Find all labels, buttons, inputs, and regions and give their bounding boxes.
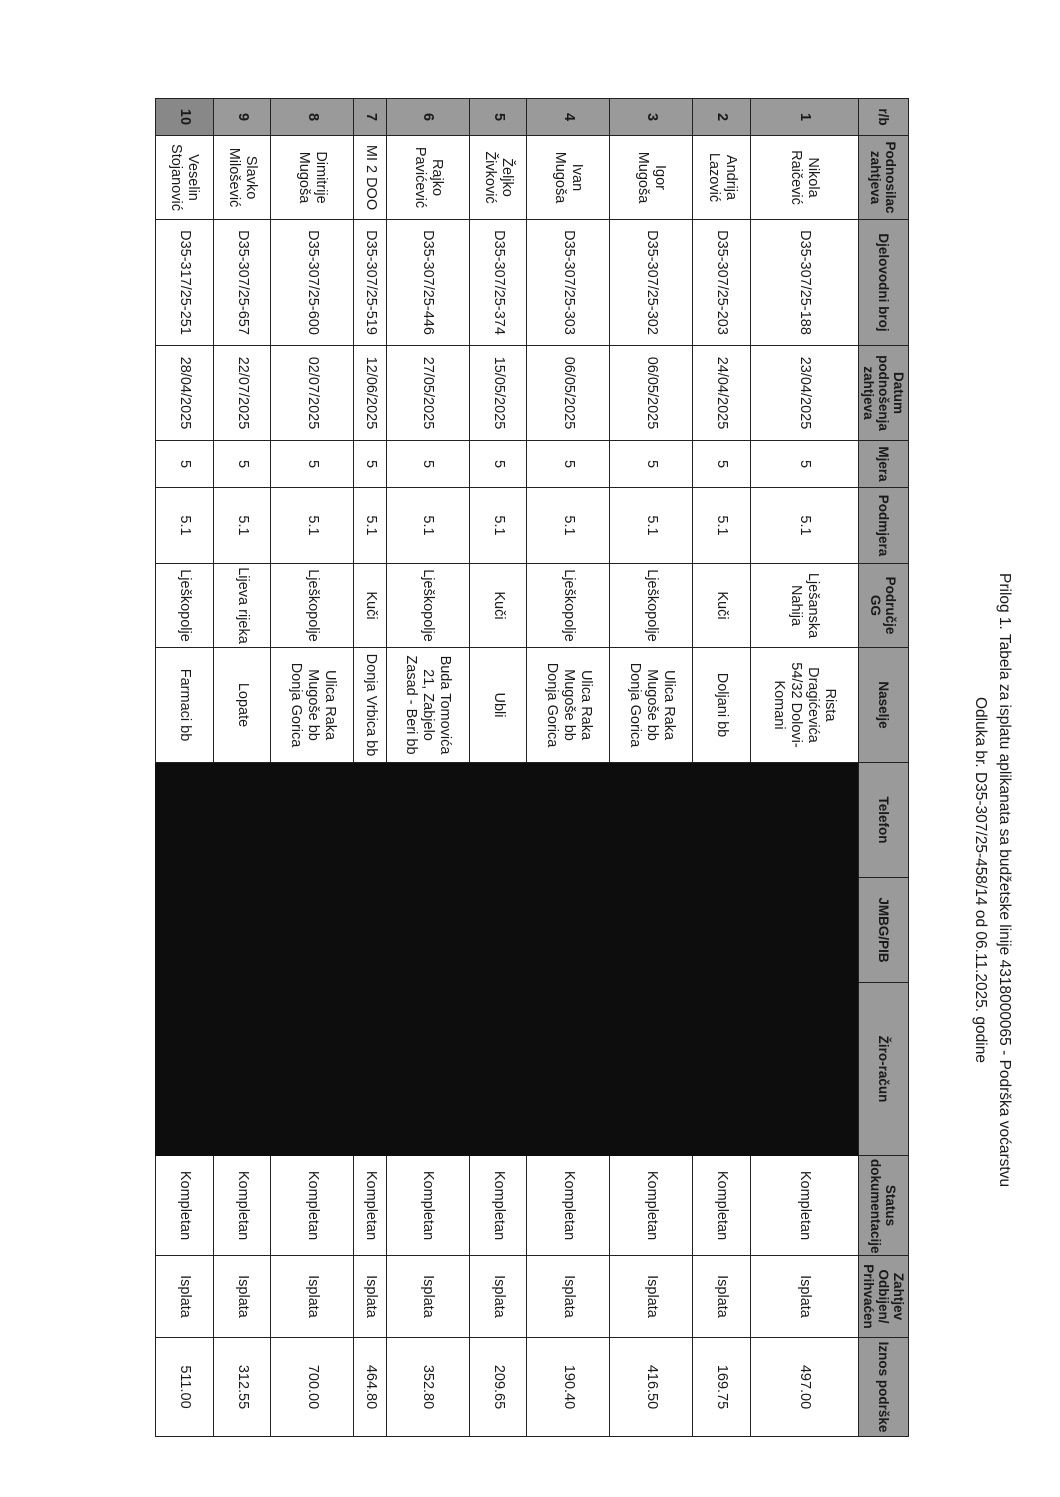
cell-djelovodni: D35-307/25-302: [610, 220, 693, 346]
cell-status: Kompletan: [527, 1156, 610, 1256]
header-ziro: Žiro-račun: [859, 983, 909, 1156]
cell-datum: 24/04/2025: [693, 346, 751, 441]
cell-podnosilac: Igor Mugoša: [610, 136, 693, 220]
cell-jmbg-redacted: [610, 878, 693, 983]
table-row: [156, 99, 214, 1437]
cell-telefon-redacted: [354, 763, 387, 878]
cell-podmjera: 5.1: [693, 488, 751, 564]
cell-mjera: 5: [469, 441, 527, 488]
cell-mjera: 5: [386, 441, 469, 488]
cell-datum: 12/06/2025: [354, 346, 387, 441]
cell-jmbg-redacted: [213, 878, 271, 983]
cell-mjera: 5: [271, 441, 354, 488]
cell-datum: 06/05/2025: [527, 346, 610, 441]
cell-iznos: 209.65: [469, 1338, 527, 1437]
cell-jmbg-redacted: [354, 878, 387, 983]
cell-podrucje: Kuči: [469, 564, 527, 648]
title-line-2: Odluka br. D35-307/25-458/14 od 06.11.2025. godine: [972, 697, 989, 1063]
cell-iznos: 190.40: [527, 1338, 610, 1437]
cell-telefon-redacted: [750, 763, 858, 878]
cell-podnosilac: Slavko Milošević: [213, 136, 271, 220]
header-status: Status dokumentacije: [859, 1156, 909, 1256]
cell-naselje: Ulica Raka Mugoše bb Donja Gorica: [527, 648, 610, 763]
cell-status: Kompletan: [610, 1156, 693, 1256]
cell-ziro-redacted: [750, 983, 858, 1156]
cell-djelovodni: D35-307/25-519: [354, 220, 387, 346]
cell-mjera: 5: [156, 441, 214, 488]
table-row: [693, 99, 751, 1437]
header-podrucje: Područje GG: [859, 564, 909, 648]
cell-podmjera: 5.1: [386, 488, 469, 564]
cell-rb: 6: [386, 99, 469, 136]
cell-djelovodni: D35-307/25-203: [693, 220, 751, 346]
applicants-table: [155, 98, 909, 1437]
cell-podrucje: Lješkopolje: [527, 564, 610, 648]
cell-djelovodni: D35-307/25-188: [750, 220, 858, 346]
table-row: [386, 99, 469, 1437]
table-row: [213, 99, 271, 1437]
cell-djelovodni: D35-317/25-251: [156, 220, 214, 346]
cell-rb: 8: [271, 99, 354, 136]
cell-telefon-redacted: [213, 763, 271, 878]
cell-telefon-redacted: [271, 763, 354, 878]
cell-datum: 06/05/2025: [610, 346, 693, 441]
cell-naselje: Donja Vrbica bb: [354, 648, 387, 763]
cell-datum: 15/05/2025: [469, 346, 527, 441]
cell-ziro-redacted: [156, 983, 214, 1156]
cell-naselje: Rista Dragićevića 54/32 Dolovi-Komani: [750, 648, 858, 763]
header-iznos: Iznos podrške: [859, 1338, 909, 1437]
cell-jmbg-redacted: [271, 878, 354, 983]
title-line-1: Prilog 1. Tabela za isplatu aplikanata sa budžetske linije 4318000065 - Podrška voćarstvu: [996, 572, 1013, 1188]
cell-datum: 28/04/2025: [156, 346, 214, 441]
cell-ziro-redacted: [271, 983, 354, 1156]
table-row: [271, 99, 354, 1437]
cell-zahtjev: Isplata: [213, 1256, 271, 1338]
cell-podrucje: Lješkopolje: [610, 564, 693, 648]
cell-rb: 10: [156, 99, 214, 136]
cell-djelovodni: D35-307/25-374: [469, 220, 527, 346]
header-zahtjev: Zahtjev Odbijen/ Prihvaćen: [859, 1256, 909, 1338]
cell-telefon-redacted: [610, 763, 693, 878]
cell-podrucje: Lješanska Nahija: [750, 564, 858, 648]
cell-iznos: 352.80: [386, 1338, 469, 1437]
cell-podmjera: 5.1: [156, 488, 214, 564]
cell-mjera: 5: [750, 441, 858, 488]
cell-datum: 02/07/2025: [271, 346, 354, 441]
cell-ziro-redacted: [610, 983, 693, 1156]
cell-status: Kompletan: [386, 1156, 469, 1256]
cell-datum: 23/04/2025: [750, 346, 858, 441]
cell-rb: 5: [469, 99, 527, 136]
cell-status: Kompletan: [693, 1156, 751, 1256]
cell-podrucje: Lješkopolje: [156, 564, 214, 648]
cell-podmjera: 5.1: [271, 488, 354, 564]
cell-podnosilac: Dimitrije Mugoša: [271, 136, 354, 220]
header-datum: Datum podnošenja zahtjeva: [859, 346, 909, 441]
header-row: [859, 99, 909, 1437]
cell-podmjera: 5.1: [354, 488, 387, 564]
cell-djelovodni: D35-307/25-600: [271, 220, 354, 346]
cell-zahtjev: Isplata: [527, 1256, 610, 1338]
cell-podnosilac: Željko Živković: [469, 136, 527, 220]
cell-podnosilac: MI 2 DOO: [354, 136, 387, 220]
header-djelovodni: Djelovodni broj: [859, 220, 909, 346]
cell-mjera: 5: [354, 441, 387, 488]
cell-ziro-redacted: [213, 983, 271, 1156]
cell-iznos: 700.00: [271, 1338, 354, 1437]
cell-mjera: 5: [213, 441, 271, 488]
cell-ziro-redacted: [693, 983, 751, 1156]
cell-mjera: 5: [527, 441, 610, 488]
cell-podrucje: Lješkopolje: [386, 564, 469, 648]
header-rb: r/b: [859, 99, 909, 136]
header-telefon: Telefon: [859, 763, 909, 878]
cell-jmbg-redacted: [693, 878, 751, 983]
cell-status: Kompletan: [469, 1156, 527, 1256]
cell-iznos: 416.50: [610, 1338, 693, 1437]
header-mjera: Mjera: [859, 441, 909, 488]
cell-telefon-redacted: [386, 763, 469, 878]
cell-status: Kompletan: [354, 1156, 387, 1256]
document-title: [972, 380, 1060, 1380]
cell-naselje: Lopate: [213, 648, 271, 763]
cell-podnosilac: Veselin Stojanović: [156, 136, 214, 220]
cell-ziro-redacted: [386, 983, 469, 1156]
cell-iznos: 312.55: [213, 1338, 271, 1437]
cell-iznos: 464.80: [354, 1338, 387, 1437]
cell-zahtjev: Isplata: [469, 1256, 527, 1338]
cell-podnosilac: Nikola Raičević: [750, 136, 858, 220]
cell-ziro-redacted: [469, 983, 527, 1156]
cell-telefon-redacted: [156, 763, 214, 878]
cell-datum: 27/05/2025: [386, 346, 469, 441]
table-row: [750, 99, 858, 1437]
cell-djelovodni: D35-307/25-657: [213, 220, 271, 346]
cell-jmbg-redacted: [527, 878, 610, 983]
cell-iznos: 511.00: [156, 1338, 214, 1437]
cell-djelovodni: D35-307/25-303: [527, 220, 610, 346]
cell-ziro-redacted: [527, 983, 610, 1156]
table-row: [469, 99, 527, 1437]
cell-podmjera: 5.1: [469, 488, 527, 564]
cell-zahtjev: Isplata: [693, 1256, 751, 1338]
cell-naselje: Buda Tomovića 21, Zabjelo Zasad - Beri bb: [386, 648, 469, 763]
cell-podrucje: Kuči: [693, 564, 751, 648]
cell-jmbg-redacted: [156, 878, 214, 983]
cell-rb: 7: [354, 99, 387, 136]
cell-podrucje: Lješkopolje: [271, 564, 354, 648]
cell-telefon-redacted: [527, 763, 610, 878]
cell-zahtjev: Isplata: [271, 1256, 354, 1338]
cell-zahtjev: Isplata: [750, 1256, 858, 1338]
cell-zahtjev: Isplata: [610, 1256, 693, 1338]
cell-podmjera: 5.1: [213, 488, 271, 564]
cell-podnosilac: Ivan Mugoša: [527, 136, 610, 220]
cell-status: Kompletan: [750, 1156, 858, 1256]
cell-podmjera: 5.1: [610, 488, 693, 564]
cell-datum: 22/07/2025: [213, 346, 271, 441]
header-naselje: Naselje: [859, 648, 909, 763]
cell-podmjera: 5.1: [750, 488, 858, 564]
cell-rb: 9: [213, 99, 271, 136]
cell-podrucje: Kuči: [354, 564, 387, 648]
table-row: [527, 99, 610, 1437]
header-jmbg: JMBG/PIB: [859, 878, 909, 983]
cell-mjera: 5: [610, 441, 693, 488]
header-podmjera: Podmjera: [859, 488, 909, 564]
cell-naselje: Ulica Raka Mugoše bb Donja Gorica: [610, 648, 693, 763]
cell-rb: 2: [693, 99, 751, 136]
cell-podnosilac: Andrija Lazović: [693, 136, 751, 220]
cell-iznos: 497.00: [750, 1338, 858, 1437]
cell-telefon-redacted: [469, 763, 527, 878]
cell-naselje: Ubli: [469, 648, 527, 763]
table-row: [354, 99, 387, 1437]
cell-rb: 4: [527, 99, 610, 136]
table-container: [155, 98, 909, 1436]
cell-jmbg-redacted: [469, 878, 527, 983]
cell-jmbg-redacted: [386, 878, 469, 983]
cell-naselje: Ulica Raka Mugoše bb Donja Gorica: [271, 648, 354, 763]
table-row: [610, 99, 693, 1437]
cell-rb: 3: [610, 99, 693, 136]
cell-podnosilac: Rajko Pavićević: [386, 136, 469, 220]
cell-zahtjev: Isplata: [156, 1256, 214, 1338]
header-podnosilac: Podnosilac zahtjeva: [859, 136, 909, 220]
cell-naselje: Farmaci bb: [156, 648, 214, 763]
cell-zahtjev: Isplata: [386, 1256, 469, 1338]
cell-status: Kompletan: [156, 1156, 214, 1256]
cell-iznos: 169.75: [693, 1338, 751, 1437]
cell-jmbg-redacted: [750, 878, 858, 983]
cell-telefon-redacted: [693, 763, 751, 878]
cell-ziro-redacted: [354, 983, 387, 1156]
cell-status: Kompletan: [271, 1156, 354, 1256]
cell-status: Kompletan: [213, 1156, 271, 1256]
cell-podrucje: Lijeva rijeka: [213, 564, 271, 648]
cell-podmjera: 5.1: [527, 488, 610, 564]
cell-zahtjev: Isplata: [354, 1256, 387, 1338]
cell-naselje: Doljani bb: [693, 648, 751, 763]
cell-mjera: 5: [693, 441, 751, 488]
cell-rb: 1: [750, 99, 858, 136]
cell-djelovodni: D35-307/25-446: [386, 220, 469, 346]
